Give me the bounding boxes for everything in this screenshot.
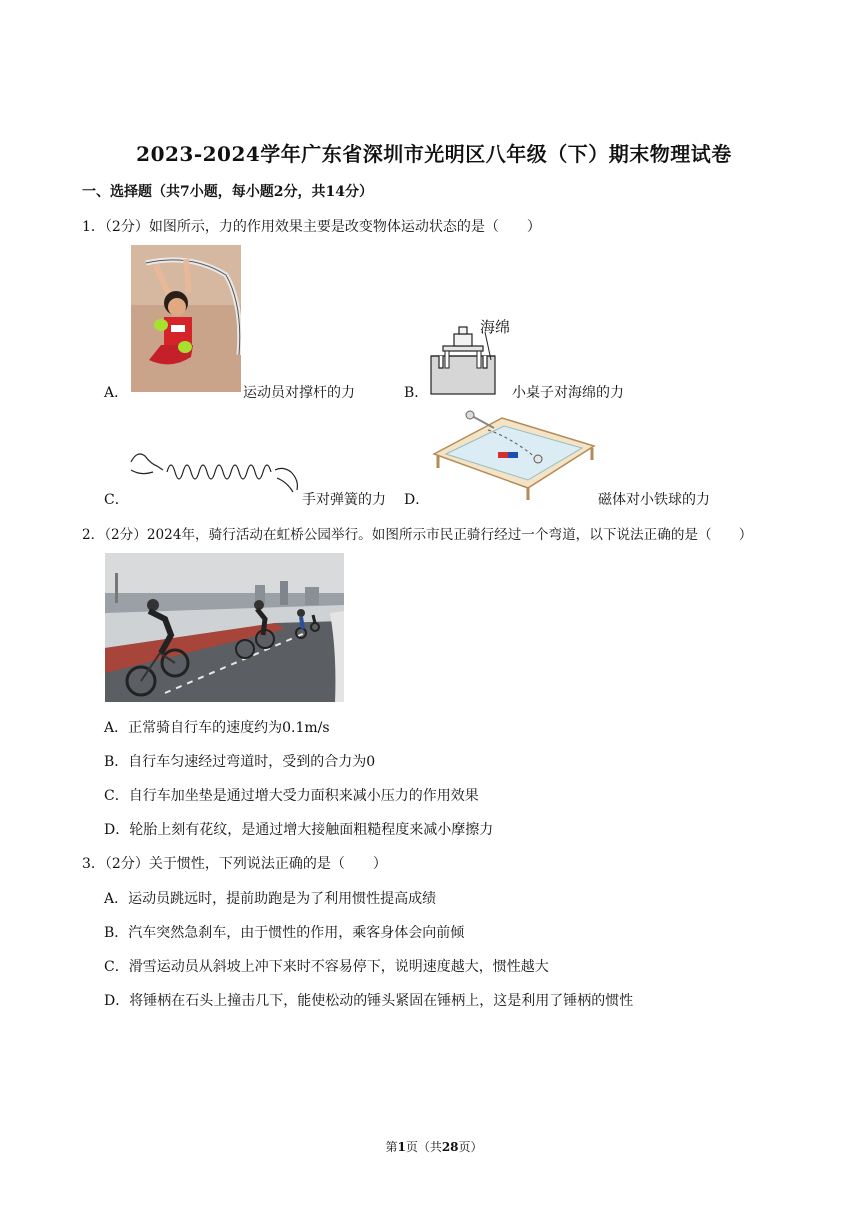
section-heading: 一、选择题（共7小题，每小题2分，共14分） [82,184,373,200]
spring-hands-diagram [127,442,302,502]
q3-option-b: B．汽车突然急刹车，由于惯性的作用，乘客身体会向前倾 [104,925,465,941]
q3-option-c: C．滑雪运动员从斜坡上冲下来时不容易停下，说明速度越大，惯性越大 [104,959,549,975]
q1-option-a-caption: 运动员对撑杆的力 [243,385,355,401]
footer-page-number: 1 [397,1140,406,1154]
q3-option-a: A．运动员跳远时，提前助跑是为了利用惯性提高成绩 [104,891,437,907]
q2-option-d: D．轮胎上刻有花纹，是通过增大接触面粗糙程度来减小摩擦力 [104,822,494,838]
q1-option-b-caption: 小桌子对海绵的力 [512,385,624,401]
q1-option-d-letter: D． [404,492,430,508]
q2-option-c: C．自行车加坐垫是通过增大受力面积来减小压力的作用效果 [104,788,479,804]
q1-option-c-caption: 手对弹簧的力 [302,492,386,508]
q1-option-c-letter: C． [104,492,129,508]
magnet-ball-diagram [432,406,596,502]
sponge-label: 海绵 [480,318,511,336]
footer-pre: 第 [385,1140,398,1154]
footer-total-pages: 28 [441,1140,459,1154]
footer-mid: 页（共 [405,1140,442,1154]
question-1-stem: 1．（2分）如图所示，力的作用效果主要是改变物体运动状态的是（ ） [82,219,541,235]
pole-vault-image [131,245,241,392]
q2-option-b: B．自行车匀速经过弯道时，受到的合力为0 [104,754,376,770]
cycling-photo [105,553,344,702]
question-2-stem: 2．（2分）2024年，骑行活动在虹桥公园举行。如图所示市民正骑行经过一个弯道，以下说法正确的是（ ） [82,527,753,543]
page-footer [0,1138,868,1155]
q1-option-d-caption: 磁体对小铁球的力 [598,492,710,508]
q1-option-a-letter: A． [104,385,129,401]
page-title: 2023-2024学年广东省深圳市光明区八年级（下）期末物理试卷 [136,142,732,166]
footer-post: 页） [458,1140,483,1154]
q1-option-b-letter: B． [404,385,429,401]
q3-option-d: D．将锤柄在石头上撞击几下，能使松动的锤头紧固在锤柄上，这是利用了锤柄的惯性 [104,993,634,1009]
q2-option-a: A．正常骑自行车的速度约为0.1m/s [104,720,330,736]
question-3-stem: 3．（2分）关于惯性，下列说法正确的是（ ） [82,856,387,872]
